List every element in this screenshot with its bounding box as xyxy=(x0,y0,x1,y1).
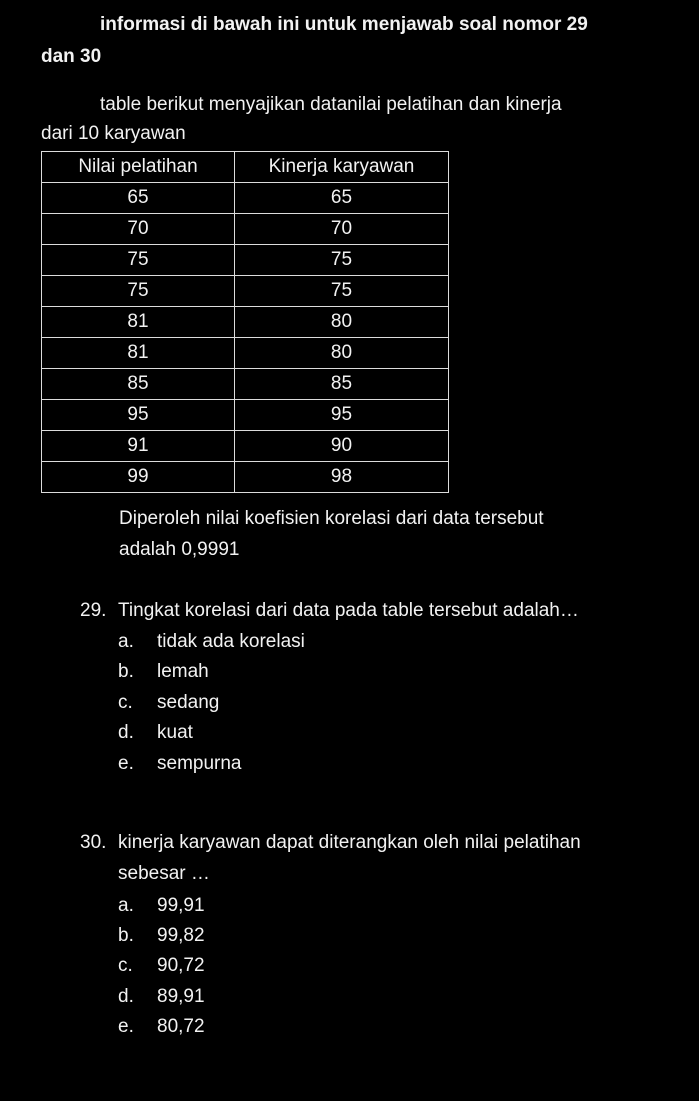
table-description-line-1: table berikut menyajikan datanilai pelatihan dan kinerja xyxy=(100,94,562,115)
cell-nilai-pelatihan: 95 xyxy=(42,400,235,431)
option-letter: e. xyxy=(118,1016,134,1037)
cell-kinerja-karyawan: 95 xyxy=(235,400,449,431)
table-row xyxy=(42,462,449,493)
question-number: 29. xyxy=(80,600,107,621)
option-text: 90,72 xyxy=(157,955,205,976)
cell-nilai-pelatihan: 91 xyxy=(42,431,235,462)
option-text: lemah xyxy=(157,661,209,682)
cell-nilai-pelatihan: 75 xyxy=(42,276,235,307)
header-kinerja-karyawan: Kinerja karyawan xyxy=(235,152,449,183)
option-letter: b. xyxy=(118,925,134,946)
intro-heading-line-2: dan 30 xyxy=(41,46,102,67)
intro-heading-line-1: informasi di bawah ini untuk menjawab soal nomor 29 xyxy=(100,14,588,35)
option-text: tidak ada korelasi xyxy=(157,631,305,652)
option-text: 89,91 xyxy=(157,986,205,1007)
cell-kinerja-karyawan: 85 xyxy=(235,369,449,400)
cell-nilai-pelatihan: 65 xyxy=(42,183,235,214)
table-description-line-2: dari 10 karyawan xyxy=(41,123,186,144)
cell-nilai-pelatihan: 81 xyxy=(42,307,235,338)
cell-nilai-pelatihan: 99 xyxy=(42,462,235,493)
cell-kinerja-karyawan: 80 xyxy=(235,338,449,369)
cell-kinerja-karyawan: 80 xyxy=(235,307,449,338)
option-letter: a. xyxy=(118,895,134,916)
question-text-line-2: sebesar … xyxy=(118,863,210,884)
cell-kinerja-karyawan: 65 xyxy=(235,183,449,214)
cell-kinerja-karyawan: 98 xyxy=(235,462,449,493)
option-letter: c. xyxy=(118,955,133,976)
table-row xyxy=(42,276,449,307)
table-row xyxy=(42,338,449,369)
cell-nilai-pelatihan: 81 xyxy=(42,338,235,369)
cell-kinerja-karyawan: 70 xyxy=(235,214,449,245)
header-nilai-pelatihan: Nilai pelatihan xyxy=(42,152,235,183)
cell-kinerja-karyawan: 75 xyxy=(235,276,449,307)
option-letter: c. xyxy=(118,692,133,713)
cell-kinerja-karyawan: 75 xyxy=(235,245,449,276)
option-text: 80,72 xyxy=(157,1016,205,1037)
correlation-result-line-1: Diperoleh nilai koefisien korelasi dari data tersebut xyxy=(119,508,544,529)
option-text: 99,82 xyxy=(157,925,205,946)
option-letter: d. xyxy=(118,722,134,743)
table-row xyxy=(42,245,449,276)
option-text: kuat xyxy=(157,722,193,743)
cell-kinerja-karyawan: 90 xyxy=(235,431,449,462)
correlation-result-line-2: adalah 0,9991 xyxy=(119,539,240,560)
option-text: 99,91 xyxy=(157,895,205,916)
question-text: Tingkat korelasi dari data pada table tersebut adalah… xyxy=(118,600,579,621)
option-letter: e. xyxy=(118,753,134,774)
table-row xyxy=(42,369,449,400)
cell-nilai-pelatihan: 70 xyxy=(42,214,235,245)
training-performance-table xyxy=(41,151,449,493)
option-text: sempurna xyxy=(157,753,242,774)
cell-nilai-pelatihan: 85 xyxy=(42,369,235,400)
option-letter: d. xyxy=(118,986,134,1007)
question-text-line-1: kinerja karyawan dapat diterangkan oleh nilai pelatihan xyxy=(118,832,581,853)
cell-nilai-pelatihan: 75 xyxy=(42,245,235,276)
table-row xyxy=(42,431,449,462)
table-header-row xyxy=(42,152,449,183)
question-number: 30. xyxy=(80,832,107,853)
table-row xyxy=(42,400,449,431)
option-letter: b. xyxy=(118,661,134,682)
table-row xyxy=(42,214,449,245)
table-row xyxy=(42,307,449,338)
option-letter: a. xyxy=(118,631,134,652)
table-row xyxy=(42,183,449,214)
option-text: sedang xyxy=(157,692,220,713)
